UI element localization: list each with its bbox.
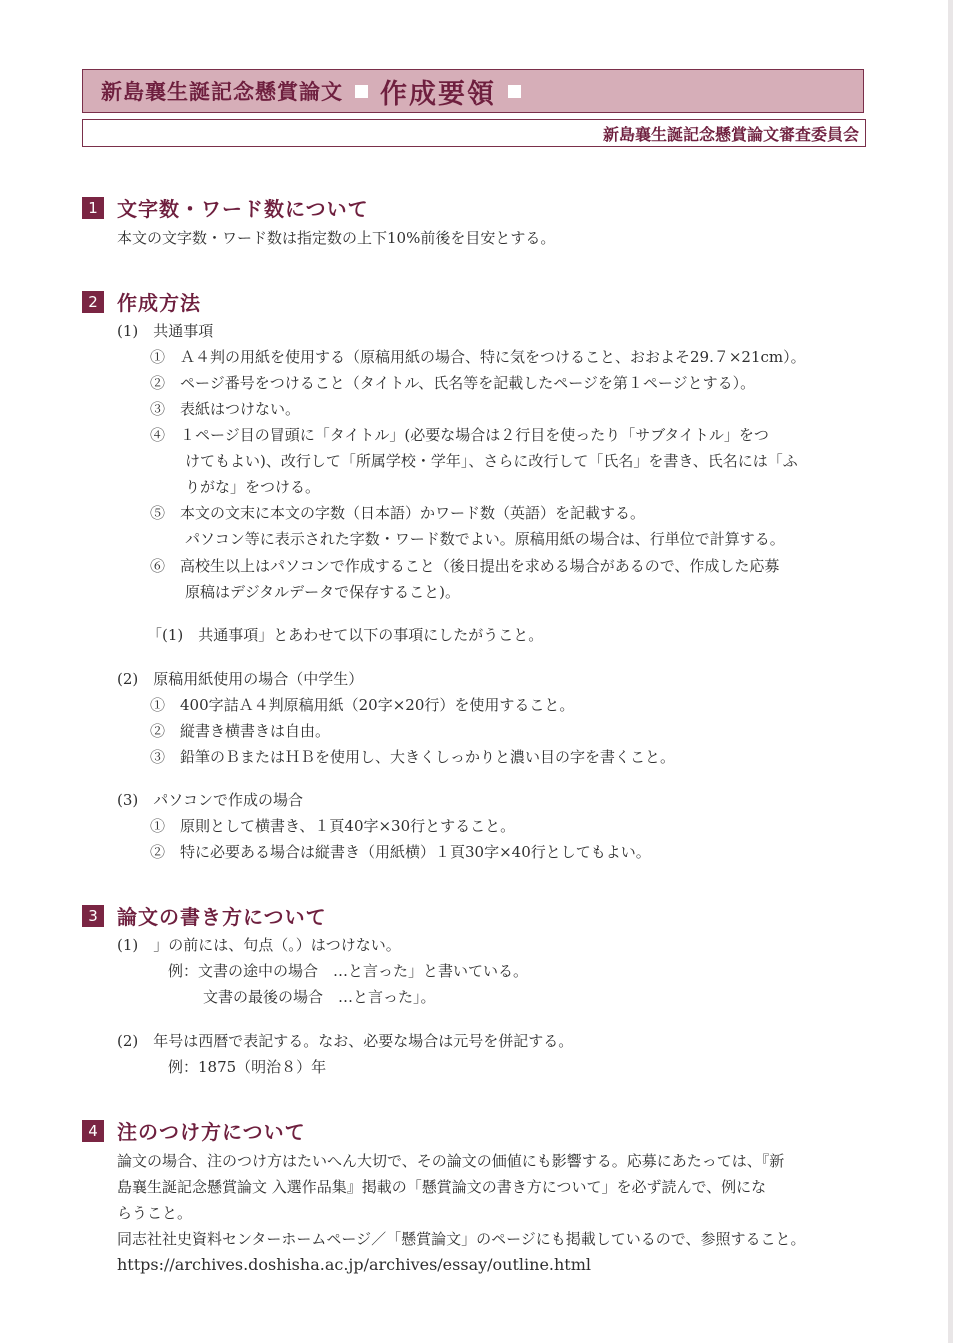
list-item: ④ １ページ目の冒頭に「タイトル」(必要な場合は２行目を使ったり「サブタイトル」をつ: [150, 426, 769, 444]
note-text: 「(1) 共通事項」とあわせて以下の事項にしたがうこと。: [147, 626, 544, 644]
list-item: ② 特に必要ある場合は縦書き（用紙横）１頁30字×40行としてもよい。: [150, 843, 651, 861]
section-3-heading: [82, 901, 327, 930]
subsection-heading: (1) 」の前には、句点（。）はつけない。: [117, 936, 401, 954]
paragraph-line: 同志社社史資料センターホームページ／「懸賞論文」のページにも掲載しているので、参照すること。: [117, 1230, 806, 1248]
section-number-badge: 2: [82, 291, 104, 313]
square-bullet-icon: [508, 85, 521, 98]
list-item: ① 400字詰Ａ４判原稿用紙（20字×20行）を使用すること。: [150, 696, 575, 714]
section-number-badge: 1: [82, 197, 104, 219]
page-edge: [948, 0, 953, 1343]
subsection-heading: (2) 年号は西暦で表記する。なお、必要な場合は元号を併記する。: [117, 1032, 574, 1050]
committee-name: 新島襄生誕記念懸賞論文審査委員会: [602, 124, 859, 144]
list-item-continuation: 原稿はデジタルデータで保存すること)。: [185, 583, 460, 601]
list-item-continuation: けてもよい)、改行して「所属学校・学年」、さらに改行して「氏名」を書き、氏名には「ふ: [185, 452, 798, 470]
section-title: 作成方法: [117, 291, 201, 315]
section-title: 注のつけ方について: [117, 1120, 306, 1144]
section-title: 文字数・ワード数について: [117, 197, 369, 221]
section-number-badge: 4: [82, 1120, 104, 1142]
committee-name-box: [82, 119, 866, 147]
list-item: ③ 鉛筆のＢまたはＨＢを使用し、大きくしっかりと濃い目の字を書くこと。: [150, 748, 676, 766]
subsection-heading: (1) 共通事項: [117, 322, 214, 340]
square-bullet-icon: [355, 85, 368, 98]
section-title: 論文の書き方について: [117, 905, 327, 929]
document-title-banner: [82, 69, 864, 113]
section-1-text: 本文の文字数・ワード数は指定数の上下10%前後を目安とする。: [117, 229, 556, 247]
section-2-heading: [82, 287, 201, 316]
reference-url: https://archives.doshisha.ac.jp/archives/essay/outline.html: [117, 1255, 592, 1274]
document-subtitle: 作成要領: [380, 78, 496, 110]
paragraph-line: らうこと。: [117, 1204, 193, 1222]
paragraph-line: 島襄生誕記念懸賞論文 入選作品集』掲載の「懸賞論文の書き方について」を必ず読んで、例にな: [117, 1178, 767, 1196]
paragraph-line: 論文の場合、注のつけ方はたいへん大切で、その論文の価値にも影響する。応募にあたっては、『新: [117, 1152, 785, 1170]
list-item-continuation: パソコン等に表示された字数・ワード数でよい。原稿用紙の場合は、行単位で計算する。: [185, 530, 785, 548]
list-item: ② ページ番号をつけること（タイトル、氏名等を記載したページを第１ページとする）。: [150, 374, 756, 392]
list-item: ⑥ 高校生以上はパソコンで作成すること（後日提出を求める場合があるので、作成した応募: [150, 557, 780, 575]
example-text: 文書の最後の場合 …と言った」。: [203, 988, 436, 1006]
section-1-heading: [82, 193, 369, 222]
example-text: 例：文書の途中の場合 …と言った」と書いている。: [168, 962, 529, 980]
list-item: ② 縦書き横書きは自由。: [150, 722, 331, 740]
subsection-heading: (3) パソコンで作成の場合: [117, 791, 303, 809]
document-title: 新島襄生誕記念懸賞論文: [101, 80, 343, 104]
list-item: ① Ａ４判の用紙を使用する（原稿用紙の場合、特に気をつけること、おおよそ29.７×21cm）。: [150, 348, 806, 366]
list-item-continuation: りがな」をつける。: [185, 478, 321, 496]
section-4-heading: [82, 1116, 306, 1145]
section-number-badge: 3: [82, 905, 104, 927]
list-item: ⑤ 本文の文末に本文の字数（日本語）かワード数（英語）を記載する。: [150, 504, 646, 522]
list-item: ① 原則として横書き、１頁40字×30行とすること。: [150, 817, 516, 835]
example-text: 例：1875（明治８）年: [168, 1058, 327, 1076]
subsection-heading: (2) 原稿用紙使用の場合（中学生）: [117, 670, 364, 688]
list-item: ③ 表紙はつけない。: [150, 400, 301, 418]
